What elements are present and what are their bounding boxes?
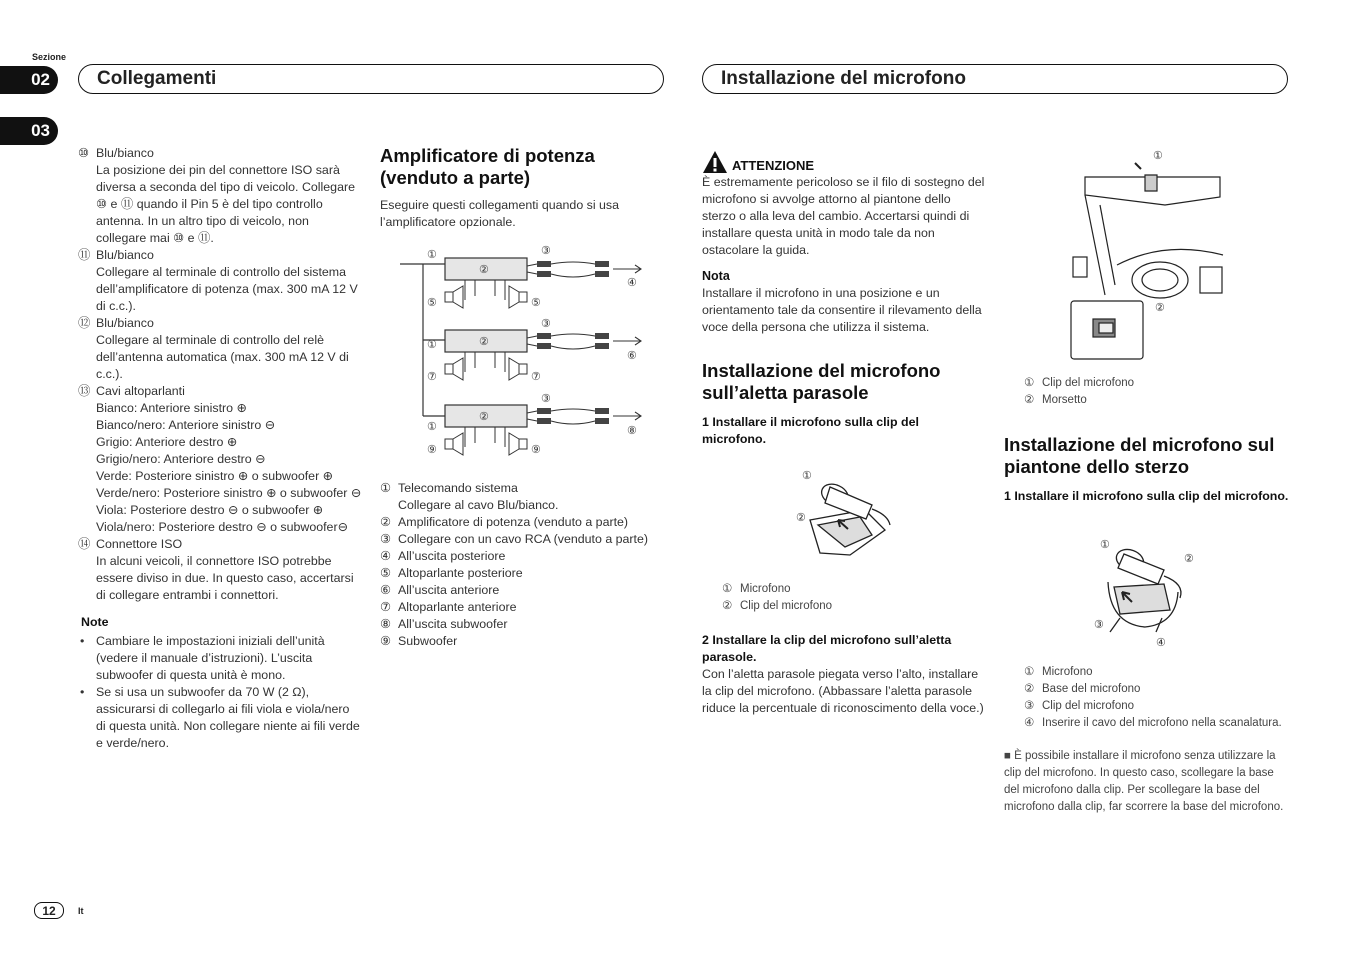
figure-label: ① — [802, 470, 812, 482]
diagram-label: ③ — [541, 245, 551, 257]
list-item — [78, 383, 362, 536]
rca-plug — [537, 271, 551, 277]
section-title: Amplificatore di potenza (venduto a parte) — [380, 145, 595, 188]
item-number: ⑭ — [78, 537, 91, 551]
diagram-label: ④ — [627, 277, 637, 289]
item-number: ⑫ — [78, 316, 91, 330]
diagram-label: ② — [479, 264, 489, 276]
sun-visor-figure — [1065, 145, 1225, 363]
legend-item — [1024, 392, 1284, 409]
header-title: Collegamenti — [97, 68, 217, 89]
note-title: Nota — [702, 269, 730, 283]
rca-plug — [537, 333, 551, 339]
speaker-wire-line: Viola: Posteriore destro ⊖ o subwoofer ⊕ — [96, 503, 324, 517]
step-2: 2 Installare la clip del microfono sull’aletta parasole. — [702, 633, 952, 664]
diagram-label: ⑤ — [531, 297, 541, 309]
legend-number: ④ — [1024, 717, 1035, 729]
note-item: • Cambiare le impostazioni iniziali dell’unità (vedere il manuale d’istruzioni). L’uscita subwoofer di questa unità è mono. — [78, 633, 362, 684]
legend-number: ① — [380, 481, 392, 495]
speaker-icon — [509, 433, 527, 455]
legend-text: Base del microfono — [1042, 683, 1141, 695]
list-item — [78, 315, 362, 383]
figure-label: ④ — [1156, 637, 1166, 649]
figure-label: ① — [1153, 150, 1163, 162]
item-title: Blu/bianco — [96, 146, 154, 160]
legend-item — [380, 582, 664, 599]
speaker-icon — [509, 286, 527, 308]
legend-item — [722, 581, 982, 598]
item-title: Cavi altoparlanti — [96, 384, 185, 398]
diagram-label: ⑦ — [427, 371, 437, 383]
steering-legend — [1024, 664, 1288, 732]
caution-text: È estremamente pericoloso se il filo di sostegno del microfono si avvolge attorno al piantone dello sterzo o alla leva del cambio. Accertarsi quindi di installare questa unità in modo tale da non ostacolare la guida. — [702, 175, 985, 257]
item-body: In alcuni veicoli, il connettore ISO potrebbe essere diviso in due. In questo caso, accertarsi di collegare entrambi i connettori. — [96, 554, 354, 602]
diagram-label: ③ — [541, 318, 551, 330]
legend-number: ② — [1024, 394, 1035, 406]
section-title: Installazione del microfono sull’aletta parasole — [702, 360, 941, 403]
legend-text: Collegare con un cavo RCA (venduto a parte) — [398, 532, 649, 546]
speaker-wire-line: Grigio/nero: Anteriore destro ⊖ — [96, 452, 266, 466]
legend-item — [380, 616, 664, 633]
note-item: • Se si usa un subwoofer da 70 W (2 Ω), assicurarsi di collegarlo ai fili viola e viola/nero di questa unità. Non collegare niente ai fili verde e verde/nero. — [78, 684, 362, 752]
legend-item — [1024, 375, 1284, 392]
speaker-icon — [509, 358, 527, 380]
speaker-wire — [465, 427, 505, 447]
item-body: Collegare al terminale di controllo del relè dell’antenna automatica (max. 300 mA 12 V di c.c.). — [96, 333, 349, 381]
rca-plug — [537, 261, 551, 267]
rca-plug — [537, 408, 551, 414]
column-1 — [78, 145, 362, 752]
section-tab-02[interactable]: 02 — [0, 66, 58, 94]
legend-number: ② — [380, 515, 392, 529]
legend-number: ③ — [1024, 700, 1035, 712]
speaker-icon — [445, 433, 463, 455]
diagram-label: ⑧ — [627, 425, 637, 437]
output-arrow-icon — [613, 265, 641, 273]
item-title: Connettore ISO — [96, 537, 183, 551]
legend-item — [380, 565, 664, 582]
legend-number: ① — [722, 583, 733, 595]
legend-text: Clip del microfono — [1042, 377, 1135, 389]
legend-item — [380, 514, 664, 531]
warning-icon — [702, 150, 728, 174]
item-body: Collegare al terminale di controllo del sistema dell’amplificatore di potenza (max. 300 mA 12 V di c.c.). — [96, 265, 358, 313]
legend-number: ③ — [380, 532, 392, 546]
section-title: Installazione del microfono sul piantone dello sterzo — [1004, 434, 1275, 477]
speaker-wire — [465, 280, 505, 300]
legend-number: ⑦ — [380, 600, 392, 614]
column-3 — [702, 150, 986, 448]
legend-text: Microfono — [740, 583, 791, 595]
figure-label: ① — [1100, 539, 1110, 551]
rca-plug — [537, 343, 551, 349]
legend-item — [380, 599, 664, 616]
note-title: Note — [81, 615, 109, 629]
speaker-icon — [445, 358, 463, 380]
item-number: ⑬ — [78, 384, 91, 398]
mic-clip-legend — [722, 581, 982, 615]
legend-text: All’uscita anteriore — [398, 583, 500, 597]
speaker-wire-line: Verde: Posteriore sinistro ⊕ o subwoofer ⊕ — [96, 469, 334, 483]
step-1: 1 Installare il microfono sulla clip del microfono. — [702, 415, 919, 446]
page-number: 12 — [34, 902, 64, 919]
list-item — [78, 536, 362, 604]
legend-item — [722, 598, 982, 615]
caution-title: ATTENZIONE — [732, 157, 815, 173]
legend-item — [1024, 681, 1288, 698]
speaker-wire-line: Grigio: Anteriore destro ⊕ — [96, 435, 238, 449]
rca-plug — [595, 343, 609, 349]
diagram-label: ⑤ — [427, 297, 437, 309]
legend-number: ① — [1024, 377, 1035, 389]
legend-text: Clip del microfono — [740, 600, 833, 612]
diagram-label: ① — [427, 421, 437, 433]
legend-text: Telecomando sistema — [398, 481, 518, 495]
list-item — [78, 145, 362, 247]
legend-item — [1024, 664, 1288, 681]
speaker-wire-line: Bianco/nero: Anteriore sinistro ⊖ — [96, 418, 276, 432]
figure-label: ② — [1184, 553, 1194, 565]
legend-text: All’uscita posteriore — [398, 549, 506, 563]
legend-item — [1024, 698, 1288, 715]
legend-item — [1024, 715, 1288, 732]
diagram-label: ② — [479, 411, 489, 423]
diagram-label: ⑥ — [627, 350, 637, 362]
legend-number: ⑥ — [380, 583, 392, 597]
legend-text: Altoparlante posteriore — [398, 566, 523, 580]
legend-text: Microfono — [1042, 666, 1093, 678]
rca-plug — [595, 418, 609, 424]
legend-number: ④ — [380, 549, 392, 563]
step-2-text: Con l’aletta parasole piegata verso l’alto, installare la clip del microfono. (Abbassare l’aletta parasole riduce la percentuale di riconoscimento della voce.) — [702, 667, 984, 715]
rca-plug — [595, 271, 609, 277]
steering-column-figure — [1090, 532, 1205, 650]
diagram-label: ③ — [541, 393, 551, 405]
legend-item — [380, 633, 664, 650]
legend-subtext: Collegare al cavo Blu/bianco. — [398, 498, 559, 512]
list-item — [78, 247, 362, 315]
item-number: ⑪ — [78, 248, 91, 262]
diagram-label: ⑨ — [531, 444, 541, 456]
diagram-label: ① — [427, 249, 437, 261]
legend-number: ⑧ — [380, 617, 392, 631]
legend-number: ① — [1024, 666, 1035, 678]
language-label: It — [78, 906, 84, 916]
column-4-section — [1004, 434, 1290, 505]
section-tab-03[interactable]: 03 — [0, 117, 58, 145]
legend-text: Morsetto — [1042, 394, 1087, 406]
legend-number: ② — [1024, 683, 1035, 695]
legend-item — [380, 531, 664, 548]
note-text: Installare il microfono in una posizione e un orientamento tale da consentire il rilevamento della voce della persona che utilizza il sistema. — [702, 286, 982, 334]
legend-text: Amplificatore di potenza (venduto a parte) — [398, 515, 629, 529]
diagram-label: ⑦ — [531, 371, 541, 383]
column-2 — [380, 145, 664, 231]
section-label: Sezione — [32, 52, 67, 62]
diagram-label: ⑨ — [427, 444, 437, 456]
diagram-label: ② — [479, 336, 489, 348]
figure-label: ② — [1155, 302, 1165, 314]
speaker-wire-line: Viola/nero: Posteriore destro ⊖ o subwoofer⊖ — [96, 520, 348, 534]
legend-text: All’uscita subwoofer — [398, 617, 508, 631]
diagram-legend — [380, 480, 664, 650]
item-body: La posizione dei pin del connettore ISO sarà diversa a seconda del tipo di veicolo. Collegare ⑩ e ⑪ quando il Pin 5 è del tipo controllo antenna. In un altro tipo di veicolo, non collegare mai ⑩ e ⑪. — [96, 163, 355, 245]
legend-number: ⑨ — [380, 634, 392, 648]
figure-label: ② — [796, 512, 806, 524]
legend-item — [380, 480, 664, 514]
legend-text: Subwoofer — [398, 634, 458, 648]
header-title: Installazione del microfono — [721, 68, 966, 89]
step-1: 1 Installare il microfono sulla clip del microfono. — [1004, 489, 1289, 503]
output-arrow-icon — [613, 337, 641, 345]
legend-text: Altoparlante anteriore — [398, 600, 517, 614]
speaker-wire — [465, 352, 505, 372]
header-collegamenti — [78, 64, 664, 94]
legend-number: ② — [722, 600, 733, 612]
rca-plug — [595, 261, 609, 267]
rca-plug — [595, 408, 609, 414]
item-title: Blu/bianco — [96, 316, 154, 330]
tip-text: ■ È possibile installare il microfono senza utilizzare la clip del microfono. In questo caso, scollegare la base del microfono dalla clip. Per scollegare la base del microfono dalla clip, far scorrere la base del microfono. — [1004, 750, 1284, 813]
diagram-label: ① — [427, 339, 437, 351]
mic-on-clip-figure — [790, 465, 900, 560]
item-title: Blu/bianco — [96, 248, 154, 262]
legend-text: Clip del microfono — [1042, 700, 1135, 712]
visor-legend — [1024, 375, 1284, 409]
header-installazione — [702, 64, 1288, 94]
speaker-wire-line: Verde/nero: Posteriore sinistro ⊕ o subwoofer ⊖ — [96, 486, 362, 500]
speaker-wire-line: Bianco: Anteriore sinistro ⊕ — [96, 401, 247, 415]
figure-label: ③ — [1094, 619, 1104, 631]
rca-plug — [537, 418, 551, 424]
rca-plug — [595, 333, 609, 339]
step-2-block — [702, 632, 986, 717]
speaker-icon — [445, 286, 463, 308]
output-arrow-icon — [613, 412, 641, 420]
amplifier-wiring-diagram — [395, 240, 655, 468]
legend-number: ⑤ — [380, 566, 392, 580]
legend-item — [380, 548, 664, 565]
caution-heading — [702, 150, 986, 174]
item-number: ⑩ — [78, 146, 90, 160]
legend-text: Inserire il cavo del microfono nella scanalatura. — [1042, 717, 1282, 729]
intro-text: Eseguire questi collegamenti quando si usa l’amplificatore opzionale. — [380, 198, 620, 229]
